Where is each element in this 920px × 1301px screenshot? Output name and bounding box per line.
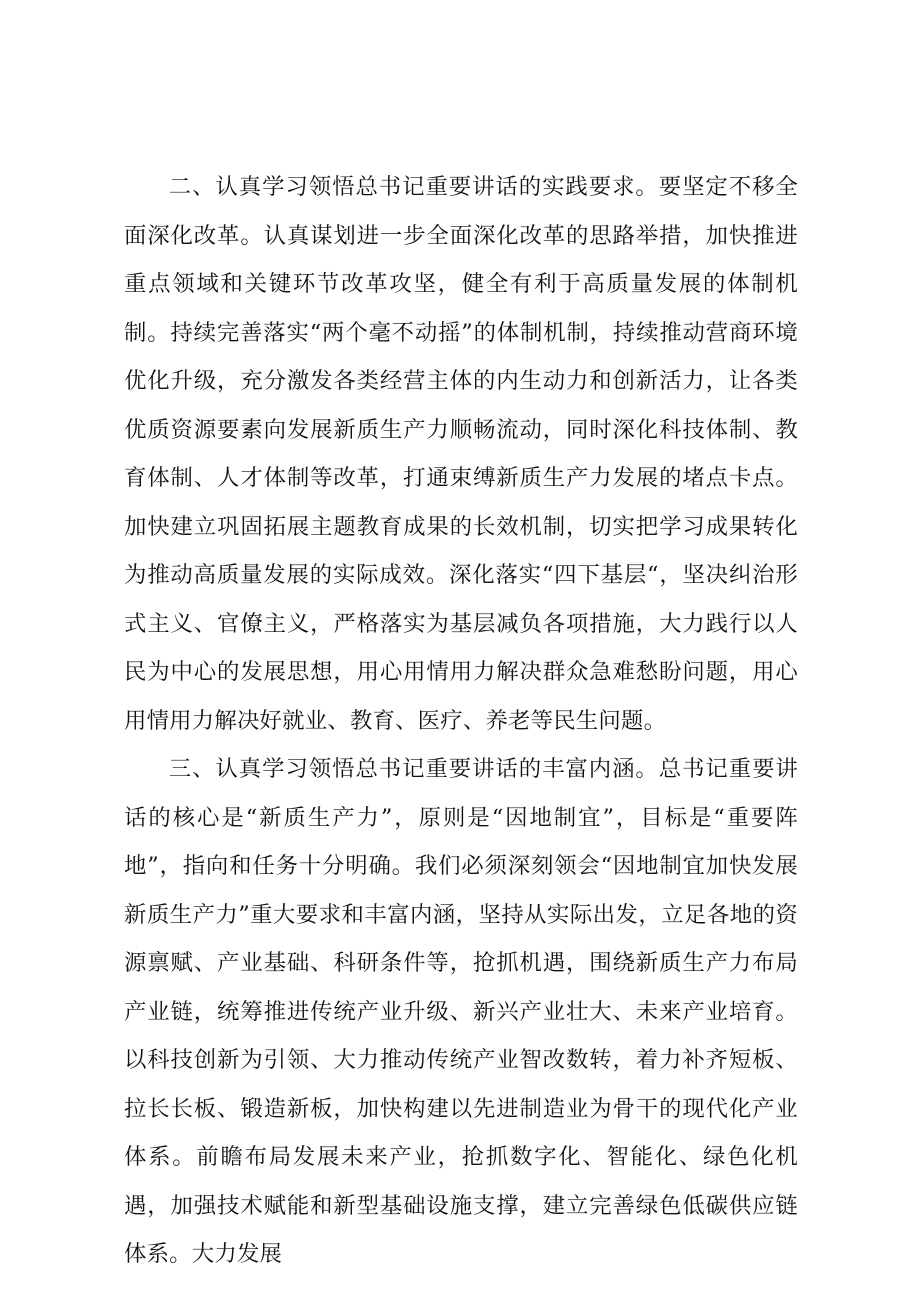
- paragraph-practice-requirements: 二、认真学习领悟总书记重要讲话的实践要求。要坚定不移全面深化改革。认真谋划进一步全面深化改革的思路举措，加快推进重点领域和关键环节改革攻坚，健全有利于高质量发展的体制机制。持续完善落实“两个毫不动摇”的体制机制，持续推动营商环境优化升级，充分激发各类经营主体的内生动力和创新活力，让各类优质资源要素向发展新质生产力顺畅流动，同时深化科技体制、教育体制、人才体制等改革，打通束缚新质生产力发展的堵点卡点。加快建立巩固拓展主题教育成果的长效机制，切实把学习成果转化为推动高质量发展的实际成效。深化落实“四下基层“，坚决纠治形式主义、官僚主义，严格落实为基层减负各项措施，大力践行以人民为中心的发展思想，用心用情用力解决群众急难愁盼问题，用心用情用力解决好就业、教育、医疗、养老等民生问题。: [124, 174, 798, 734]
- document-body: [124, 163, 798, 1279]
- paragraph-rich-connotation: 三、认真学习领悟总书记重要讲话的丰富内涵。总书记重要讲话的核心是“新质生产力”，原则是“因地制宜”，目标是“重要阵地”，指向和任务十分明确。我们必须深刻领会“因地制宜加快发展新质生产力”重大要求和丰富内涵，坚持从实际出发，立足各地的资源禀赋、产业基础、科研条件等，抢抓机遇，围绕新质生产力布局产业链，统筹推进传统产业升级、新兴产业壮大、未来产业培育。以科技创新为引领、大力推动传统产业智改数转，着力补齐短板、拉长长板、锻造新板，加快构建以先进制造业为骨干的现代化产业体系。前瞻布局发展未来产业，抢抓数字化、智能化、绿色化机遇，加强技术赋能和新型基础设施支撑，建立完善绿色低碳供应链体系。大力发展: [124, 756, 798, 1267]
